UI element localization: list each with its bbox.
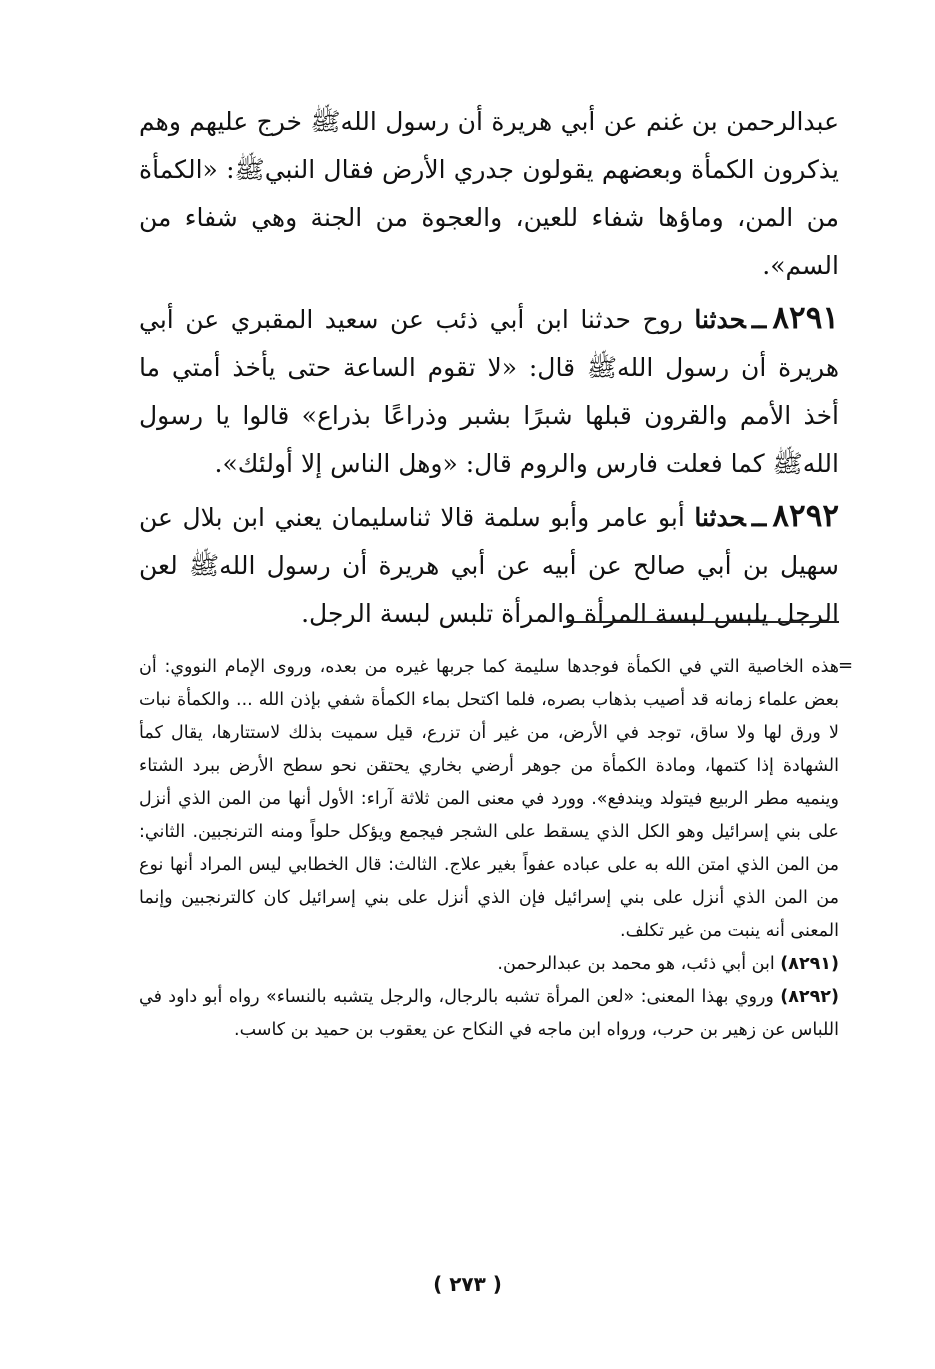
- hadith-text: أبو عامر وأبو سلمة قالا ثناسليمان يعني ابن بلال عن سهيل بن أبي صالح عن أبيه عن أبي هريرة أن رسول اللهﷺ لعن الرجل يلبس لبسة المرأة والمرأة تلبس لبسة الرجل.: [139, 503, 839, 628]
- footnote-8292: [139, 981, 839, 1047]
- footnote-text: وروي بهذا المعنى: «لعن المرأة تشبه بالرجال، والرجل يتشبه بالنساء» رواه أبو داود في اللباس عن زهير بن حرب، ورواه ابن ماجه في النكاح عن يعقوب بن حميد بن كاسب.: [139, 987, 839, 1040]
- footnotes: [139, 651, 839, 1047]
- footnote-continuation-mark: =: [838, 655, 854, 676]
- footnote-text: ابن أبي ذئب، هو محمد بن عبدالرحمن.: [497, 954, 775, 974]
- haddathana-label: حدثنا: [694, 503, 746, 532]
- footnote-continued: هذه الخاصية التي في الكمأة فوجدها سليمة كما جربها غيره من بعده، وروى الإمام النووي: أن بعض علماء زمانه قد أصيب بذهاب بصره، فلما اكتحل بماء الكمأة شفي بإذن الله ... والكمأة نبات لا ورق لها ولا ساق، توجد في الأرض، من غير أن تزرع، قيل سميت بذلك لاستتارها، يقال كمأ الشهادة إذا كتمها، ومادة الكمأة من جوهر أرضي بخاري يحتقن نحو سطح الأرض ببرد الشتاء وينميه مطر الربيع فيتولد ويندفع». وورد في معنى المن ثلاثة آراء: الأول أنها من المن الذي أنزل على بني إسرائيل وهو الكل الذي يسقط على الشجر فيجمع ويؤكل حلواً ومنه الترنجبين. الثاني: من المن الذي امتن الله به على عباده عفواً بغير علاج. الثالث: قال الخطابي ليس المراد أنها نوع من المن الذي أنزل على بني إسرائيل فإن الذي أنزل على بني إسرائيل كان كالترنجبين وإنما المعنى أنه ينبت من غير تكلف.: [139, 657, 839, 941]
- footnote-ref: (٨٢٩١): [780, 954, 839, 974]
- hadith-8292: [139, 492, 839, 638]
- footnote-separator: [567, 621, 839, 623]
- haddathana-label: حدثنا: [694, 305, 746, 334]
- hadith-continuation-paragraph: عبدالرحمن بن غنم عن أبي هريرة أن رسول اللهﷺ خرج عليهم وهم يذكرون الكمأة وبعضهم يقولون جدري الأرض فقال النبيﷺ: «الكمأة من المن، وماؤها شفاء للعين، والعجوة من الجنة وهي شفاء من السم».: [139, 107, 839, 280]
- hadith-text: روح حدثنا ابن أبي ذئب عن سعيد المقبري عن أبي هريرة أن رسول اللهﷺ قال: «لا تقوم الساعة حتى يأخذ أمتي ما أخذ الأمم والقرون قبلها شبرًا بشبر وذراعًا بذراع» قالوا يا رسول اللهﷺ كما فعلت فارس والروم قال: «وهل الناس إلا أولئك».: [139, 305, 839, 478]
- main-text: [139, 98, 839, 638]
- hadith-number: ٨٢٩٢: [772, 498, 839, 534]
- hadith-dash: ــ: [751, 503, 767, 532]
- hadith-dash: ــ: [751, 305, 767, 334]
- hadith-number: ٨٢٩١: [772, 300, 839, 336]
- page-number: ( ٢٧٣ ): [433, 1272, 502, 1296]
- footnote-8291: [139, 948, 839, 981]
- hadith-8291: [139, 294, 839, 488]
- footnote-ref: (٨٢٩٢): [780, 987, 839, 1007]
